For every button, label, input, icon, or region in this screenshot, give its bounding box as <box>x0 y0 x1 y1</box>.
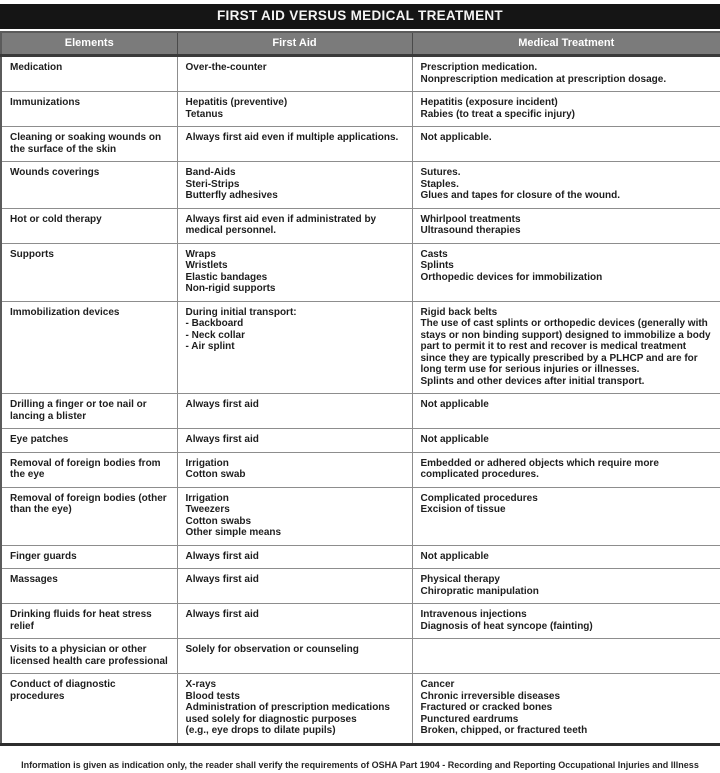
cell-line: - Neck collar <box>185 329 245 341</box>
cell-line: Always first aid <box>185 609 259 620</box>
first-aid-cell <box>177 429 412 453</box>
cell-line: Intravenous injections <box>420 609 527 620</box>
table-body <box>1 56 720 745</box>
table-row <box>1 162 720 209</box>
column-header-medical-treatment: Medical Treatment <box>412 32 720 56</box>
cell-line: Cotton swabs <box>185 515 252 527</box>
cell-line: Physical therapy <box>420 574 500 585</box>
cell-line: Finger guards <box>10 550 77 562</box>
table-row <box>1 208 720 243</box>
first-aid-cell <box>177 301 412 394</box>
cell-line: Hot or cold therapy <box>10 213 102 225</box>
first-aid-cell <box>177 162 412 209</box>
cell-line: Non-rigid supports <box>185 283 276 294</box>
cell-line: Not applicable <box>420 434 489 445</box>
table-row <box>1 639 720 674</box>
cell-line: Conduct of diagnostic procedures <box>10 679 116 702</box>
cell-line: Cancer <box>420 679 455 690</box>
cell-line: Irrigation <box>185 457 229 469</box>
element-cell <box>1 162 177 209</box>
table-row <box>1 452 720 487</box>
cell-line: Removal of foreign bodies from the eye <box>10 457 161 480</box>
element-cell <box>1 429 177 453</box>
cell-line: Always first aid <box>185 434 259 445</box>
table-row <box>1 569 720 604</box>
cell-line: Tetanus <box>185 108 224 120</box>
medical-treatment-cell <box>412 127 720 162</box>
cell-line: Cleaning or soaking wounds on the surface of the skin <box>10 132 162 155</box>
cell-line: Excision of tissue <box>420 504 506 515</box>
element-cell <box>1 604 177 639</box>
cell-line: Whirlpool treatments <box>420 213 521 225</box>
cell-line: Supports <box>10 248 54 260</box>
element-cell <box>1 56 177 92</box>
element-cell <box>1 92 177 127</box>
first-aid-cell <box>177 56 412 92</box>
element-cell <box>1 208 177 243</box>
cell-line: Not applicable <box>420 550 489 562</box>
cell-line: Casts <box>420 248 448 260</box>
medical-treatment-cell <box>412 604 720 639</box>
cell-line: Rigid back belts <box>420 306 498 318</box>
first-aid-cell <box>177 92 412 127</box>
cell-line: Drinking fluids for heat stress relief <box>10 609 152 632</box>
column-header-first-aid: First Aid <box>177 32 412 56</box>
cell-line: Other simple means <box>185 527 282 538</box>
first-aid-vs-medical-treatment-table <box>0 31 720 746</box>
cell-line: Blood tests <box>185 690 240 702</box>
cell-line: Fractured or cracked bones <box>420 702 553 713</box>
cell-line: During initial transport: <box>185 306 297 318</box>
element-cell <box>1 243 177 301</box>
cell-line: Steri-Strips <box>185 178 240 190</box>
cell-line: Immunizations <box>10 97 81 108</box>
element-cell <box>1 301 177 394</box>
first-aid-cell <box>177 604 412 639</box>
cell-line: Administration of prescription medications used solely for diagnostic purposes <box>185 702 390 725</box>
cell-line: Chiropratic manipulation <box>420 585 539 597</box>
cell-line: Prescription medication. <box>420 62 538 73</box>
medical-treatment-cell <box>412 429 720 453</box>
table-row <box>1 127 720 162</box>
cell-line: Not applicable <box>420 399 489 410</box>
cell-line: Hepatitis (preventive) <box>185 97 288 108</box>
medical-treatment-cell <box>412 162 720 209</box>
cell-line: Broken, chipped, or fractured teeth <box>420 725 588 736</box>
cell-line: Chronic irreversible diseases <box>420 690 561 702</box>
medical-treatment-cell <box>412 56 720 92</box>
element-cell <box>1 487 177 545</box>
cell-line: - Air splint <box>185 341 235 352</box>
cell-line: Punctured eardrums <box>420 713 519 725</box>
cell-line: Sutures. <box>420 167 461 178</box>
footer-note: Information is given as indication only, the reader shall verify the requirements of OSHA Part 1904 - Recording and Reporting Occupational Injuries and Illness <box>21 759 699 770</box>
medical-treatment-cell <box>412 301 720 394</box>
table-row <box>1 545 720 569</box>
table-row <box>1 429 720 453</box>
table-row <box>1 604 720 639</box>
cell-line: Cotton swab <box>185 469 246 480</box>
first-aid-cell <box>177 569 412 604</box>
cell-line: Not applicable. <box>420 132 492 143</box>
first-aid-cell <box>177 639 412 674</box>
cell-line: Always first aid <box>185 399 259 410</box>
cell-line: Always first aid <box>185 574 259 585</box>
cell-line: Removal of foreign bodies (other than the eye) <box>10 492 167 515</box>
first-aid-cell <box>177 127 412 162</box>
medical-treatment-cell <box>412 243 720 301</box>
medical-treatment-cell <box>412 92 720 127</box>
cell-line: Butterfly adhesives <box>185 190 278 201</box>
cell-line: Always first aid even if administrated by medical personnel. <box>185 213 377 236</box>
cell-line: Rabies (to treat a specific injury) <box>420 108 575 120</box>
cell-line: Embedded or adhered objects which require more complicated procedures. <box>420 457 659 480</box>
cell-line: Immobilization devices <box>10 306 120 318</box>
cell-line: Massages <box>10 574 58 585</box>
element-cell <box>1 545 177 569</box>
medical-treatment-cell <box>412 208 720 243</box>
first-aid-cell <box>177 674 412 745</box>
table-row <box>1 394 720 429</box>
cell-line: Solely for observation or counseling <box>185 644 359 655</box>
medical-treatment-cell <box>412 487 720 545</box>
medical-treatment-cell <box>412 545 720 569</box>
table-row <box>1 301 720 394</box>
cell-line: Complicated procedures <box>420 492 538 504</box>
header-row <box>1 32 720 56</box>
first-aid-cell <box>177 208 412 243</box>
page-title: FIRST AID VERSUS MEDICAL TREATMENT <box>0 4 720 29</box>
column-header-elements: Elements <box>1 32 177 56</box>
medical-treatment-cell <box>412 674 720 745</box>
cell-line: Orthopedic devices for immobilization <box>420 271 603 283</box>
cell-line: Visits to a physician or other licensed health care professional <box>10 644 168 667</box>
cell-line: Irrigation <box>185 492 229 504</box>
cell-line: (e.g., eye drops to dilate pupils) <box>185 725 336 736</box>
cell-line: Wraps <box>185 248 216 260</box>
first-aid-cell <box>177 487 412 545</box>
medical-treatment-cell <box>412 394 720 429</box>
cell-line: Hepatitis (exposure incident) <box>420 97 558 108</box>
element-cell <box>1 127 177 162</box>
element-cell <box>1 452 177 487</box>
element-cell <box>1 674 177 745</box>
cell-line: Over-the-counter <box>185 62 267 73</box>
table-row <box>1 92 720 127</box>
first-aid-cell <box>177 243 412 301</box>
cell-line: Ultrasound therapies <box>420 225 521 236</box>
table-row <box>1 56 720 92</box>
element-cell <box>1 639 177 674</box>
medical-treatment-cell <box>412 639 720 674</box>
cell-line: Wounds coverings <box>10 167 100 178</box>
cell-line: Glues and tapes for closure of the wound. <box>420 190 620 201</box>
cell-line: Wristlets <box>185 260 228 271</box>
cell-line: Elastic bandages <box>185 271 268 283</box>
cell-line: Staples. <box>420 178 459 190</box>
cell-line: Tweezers <box>185 504 230 515</box>
cell-line: Nonprescription medication at prescription dosage. <box>420 73 667 85</box>
first-aid-cell <box>177 545 412 569</box>
cell-line: Always first aid <box>185 550 259 562</box>
first-aid-cell <box>177 452 412 487</box>
cell-line: Splints and other devices after initial transport. <box>420 375 645 387</box>
element-cell <box>1 569 177 604</box>
cell-line: - Backboard <box>185 318 244 329</box>
cell-line: Band-Aids <box>185 167 236 178</box>
table-row <box>1 487 720 545</box>
cell-line: Eye patches <box>10 434 69 445</box>
table-row <box>1 243 720 301</box>
cell-line: X-rays <box>185 679 217 690</box>
cell-line: Splints <box>420 260 454 271</box>
medical-treatment-cell <box>412 452 720 487</box>
medical-treatment-cell <box>412 569 720 604</box>
element-cell <box>1 394 177 429</box>
cell-line: Medication <box>10 62 63 73</box>
table-row <box>1 674 720 745</box>
cell-line: The use of cast splints or orthopedic devices (generally with stays or non binding support) designed to immobilize a body part to permit it to rest and recover is medical treatment since they are typically prescribed by a PLHCP and are for long term use for serious injuries or illnesses. <box>420 318 711 375</box>
first-aid-cell <box>177 394 412 429</box>
cell-line: Always first aid even if multiple applications. <box>185 132 399 143</box>
cell-line: Drilling a finger or toe nail or lancing a blister <box>10 399 147 422</box>
cell-line: Diagnosis of heat syncope (fainting) <box>420 620 593 632</box>
